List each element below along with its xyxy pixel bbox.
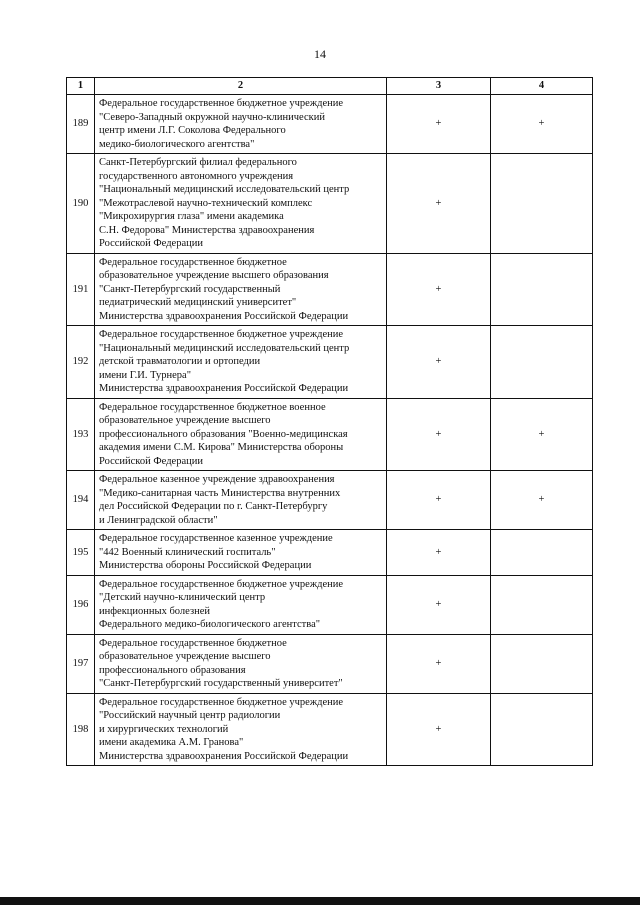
organization-name-line: детской травматологии и ортопедии xyxy=(99,356,261,367)
col-4-mark xyxy=(491,326,593,399)
table-row xyxy=(67,693,593,766)
row-number: 195 xyxy=(67,530,95,576)
col-4-mark xyxy=(491,154,593,254)
organization-name-line: профессионального образования "Военно-медицинская xyxy=(99,428,348,440)
organization-name-line: и Ленинградской области" xyxy=(99,514,218,526)
col-4-mark xyxy=(491,634,593,693)
table-body xyxy=(67,95,593,766)
col-4-mark xyxy=(491,575,593,634)
organization-name-line: государственного автономного учреждения xyxy=(99,170,294,182)
organization-name-line: профессионального образования xyxy=(99,664,246,676)
organization-name-line: дел Российской Федерации по г. Санкт-Петербургу xyxy=(99,501,328,512)
organization-name-line: имени Г.И. Турнера" xyxy=(99,369,191,381)
organization-name-line: "Санкт-Петербургский государственный университет" xyxy=(99,678,343,689)
organization-name-line: Федеральное государственное бюджетное xyxy=(99,256,287,268)
organization-name-line: академия имени С.М. Кирова" Министерства обороны xyxy=(99,442,344,453)
table-row xyxy=(67,154,593,254)
organization-name xyxy=(95,471,387,530)
row-number: 194 xyxy=(67,471,95,530)
row-number: 197 xyxy=(67,634,95,693)
col-3-mark: + xyxy=(387,530,491,576)
organization-name-line: "Северо-Западный окружной научно-клинический xyxy=(99,111,325,123)
col-4-mark: + xyxy=(491,398,593,471)
organization-name-line: Министерства здравоохранения Российской Федерации xyxy=(99,750,349,762)
col-4-mark: + xyxy=(491,471,593,530)
organization-name xyxy=(95,575,387,634)
organization-name-line: медико-биологического агентства" xyxy=(99,138,255,150)
organization-name-line: Министерства обороны Российской Федерации xyxy=(99,560,312,571)
organization-name-line: Федеральное государственное бюджетное xyxy=(99,637,287,649)
organization-name-line: "Национальный медицинский исследовательский центр xyxy=(99,184,350,195)
organization-name-line: Министерства здравоохранения Российской Федерации xyxy=(99,383,349,394)
organization-name-line: "Российский научный центр радиологии xyxy=(99,710,281,721)
col-3-mark: + xyxy=(387,471,491,530)
organization-name-line: Федеральное государственное казенное учреждение xyxy=(99,533,333,544)
header-col-2: 2 xyxy=(95,78,387,95)
row-number: 193 xyxy=(67,398,95,471)
table-row xyxy=(67,471,593,530)
col-4-mark: + xyxy=(491,95,593,154)
table-row xyxy=(67,530,593,576)
organization-name-line: "Микрохирургия глаза" имени академика xyxy=(99,211,284,222)
col-3-mark: + xyxy=(387,326,491,399)
organization-name-line: педиатрический медицинский университет" xyxy=(99,297,297,308)
organization-name-line: и хирургических технологий xyxy=(99,723,229,735)
table-row xyxy=(67,95,593,154)
organization-name-line: Санкт-Петербургский филиал федерального xyxy=(99,157,297,168)
organization-name xyxy=(95,530,387,576)
table-row xyxy=(67,575,593,634)
organization-name-line: образовательное учреждение высшего xyxy=(99,415,271,426)
table-row xyxy=(67,253,593,326)
organization-name-line: С.Н. Федорова" Министерства здравоохранения xyxy=(99,224,315,236)
organization-name xyxy=(95,693,387,766)
organization-name xyxy=(95,398,387,471)
organization-name xyxy=(95,154,387,254)
row-number: 198 xyxy=(67,693,95,766)
row-number: 189 xyxy=(67,95,95,154)
table-row xyxy=(67,326,593,399)
col-3-mark: + xyxy=(387,634,491,693)
col-3-mark: + xyxy=(387,398,491,471)
row-number: 191 xyxy=(67,253,95,326)
organization-name-line: образовательное учреждение высшего xyxy=(99,651,271,662)
row-number: 196 xyxy=(67,575,95,634)
organization-name-line: инфекционных болезней xyxy=(99,605,210,617)
col-4-mark xyxy=(491,693,593,766)
organization-name-line: Федеральное государственное бюджетное учреждение xyxy=(99,578,344,590)
table-row xyxy=(67,634,593,693)
organization-name-line: Российской Федерации xyxy=(99,238,203,249)
header-col-3: 3 xyxy=(387,78,491,95)
header-col-1: 1 xyxy=(67,78,95,95)
row-number: 190 xyxy=(67,154,95,254)
organization-name xyxy=(95,634,387,693)
row-number: 192 xyxy=(67,326,95,399)
scan-bottom-edge xyxy=(0,897,640,905)
organization-name-line: "Медико-санитарная часть Министерства внутренних xyxy=(99,487,341,499)
organization-name-line: Федеральное государственное бюджетное учреждение xyxy=(99,329,344,340)
page-number: 14 xyxy=(314,47,326,61)
col-3-mark: + xyxy=(387,253,491,326)
organization-name-line: "Межотраслевой научно-технический комплекс xyxy=(99,197,313,209)
organization-name-line: Федеральное государственное бюджетное учреждение xyxy=(99,98,344,109)
header-col-4: 4 xyxy=(491,78,593,95)
organization-name-line: "442 Военный клинический госпиталь" xyxy=(99,546,276,558)
col-3-mark: + xyxy=(387,693,491,766)
organization-name xyxy=(95,326,387,399)
organization-name-line: Федерального медико-биологического агентства" xyxy=(99,619,321,630)
col-3-mark: + xyxy=(387,154,491,254)
col-4-mark xyxy=(491,253,593,326)
organization-name-line: образовательное учреждение высшего образования xyxy=(99,270,329,281)
table-row xyxy=(67,398,593,471)
col-3-mark: + xyxy=(387,95,491,154)
organization-name xyxy=(95,253,387,326)
table-header-row xyxy=(67,78,593,95)
organizations-table xyxy=(66,77,593,766)
organization-name-line: "Детский научно-клинический центр xyxy=(99,592,266,603)
col-3-mark: + xyxy=(387,575,491,634)
organization-name-line: имени академика А.М. Гранова" xyxy=(99,737,244,748)
organization-name-line: "Санкт-Петербургский государственный xyxy=(99,283,281,295)
organization-name-line: Российской Федерации xyxy=(99,455,203,467)
organization-name-line: Министерства здравоохранения Российской Федерации xyxy=(99,310,349,322)
organization-name-line: Федеральное государственное бюджетное учреждение xyxy=(99,696,344,708)
organization-name-line: центр имени Л.Г. Соколова Федерального xyxy=(99,125,286,136)
organization-name-line: Федеральное казенное учреждение здравоохранения xyxy=(99,474,335,485)
col-4-mark xyxy=(491,530,593,576)
organization-name xyxy=(95,95,387,154)
organization-name-line: Федеральное государственное бюджетное военное xyxy=(99,401,326,413)
organization-name-line: "Национальный медицинский исследовательский центр xyxy=(99,342,350,354)
